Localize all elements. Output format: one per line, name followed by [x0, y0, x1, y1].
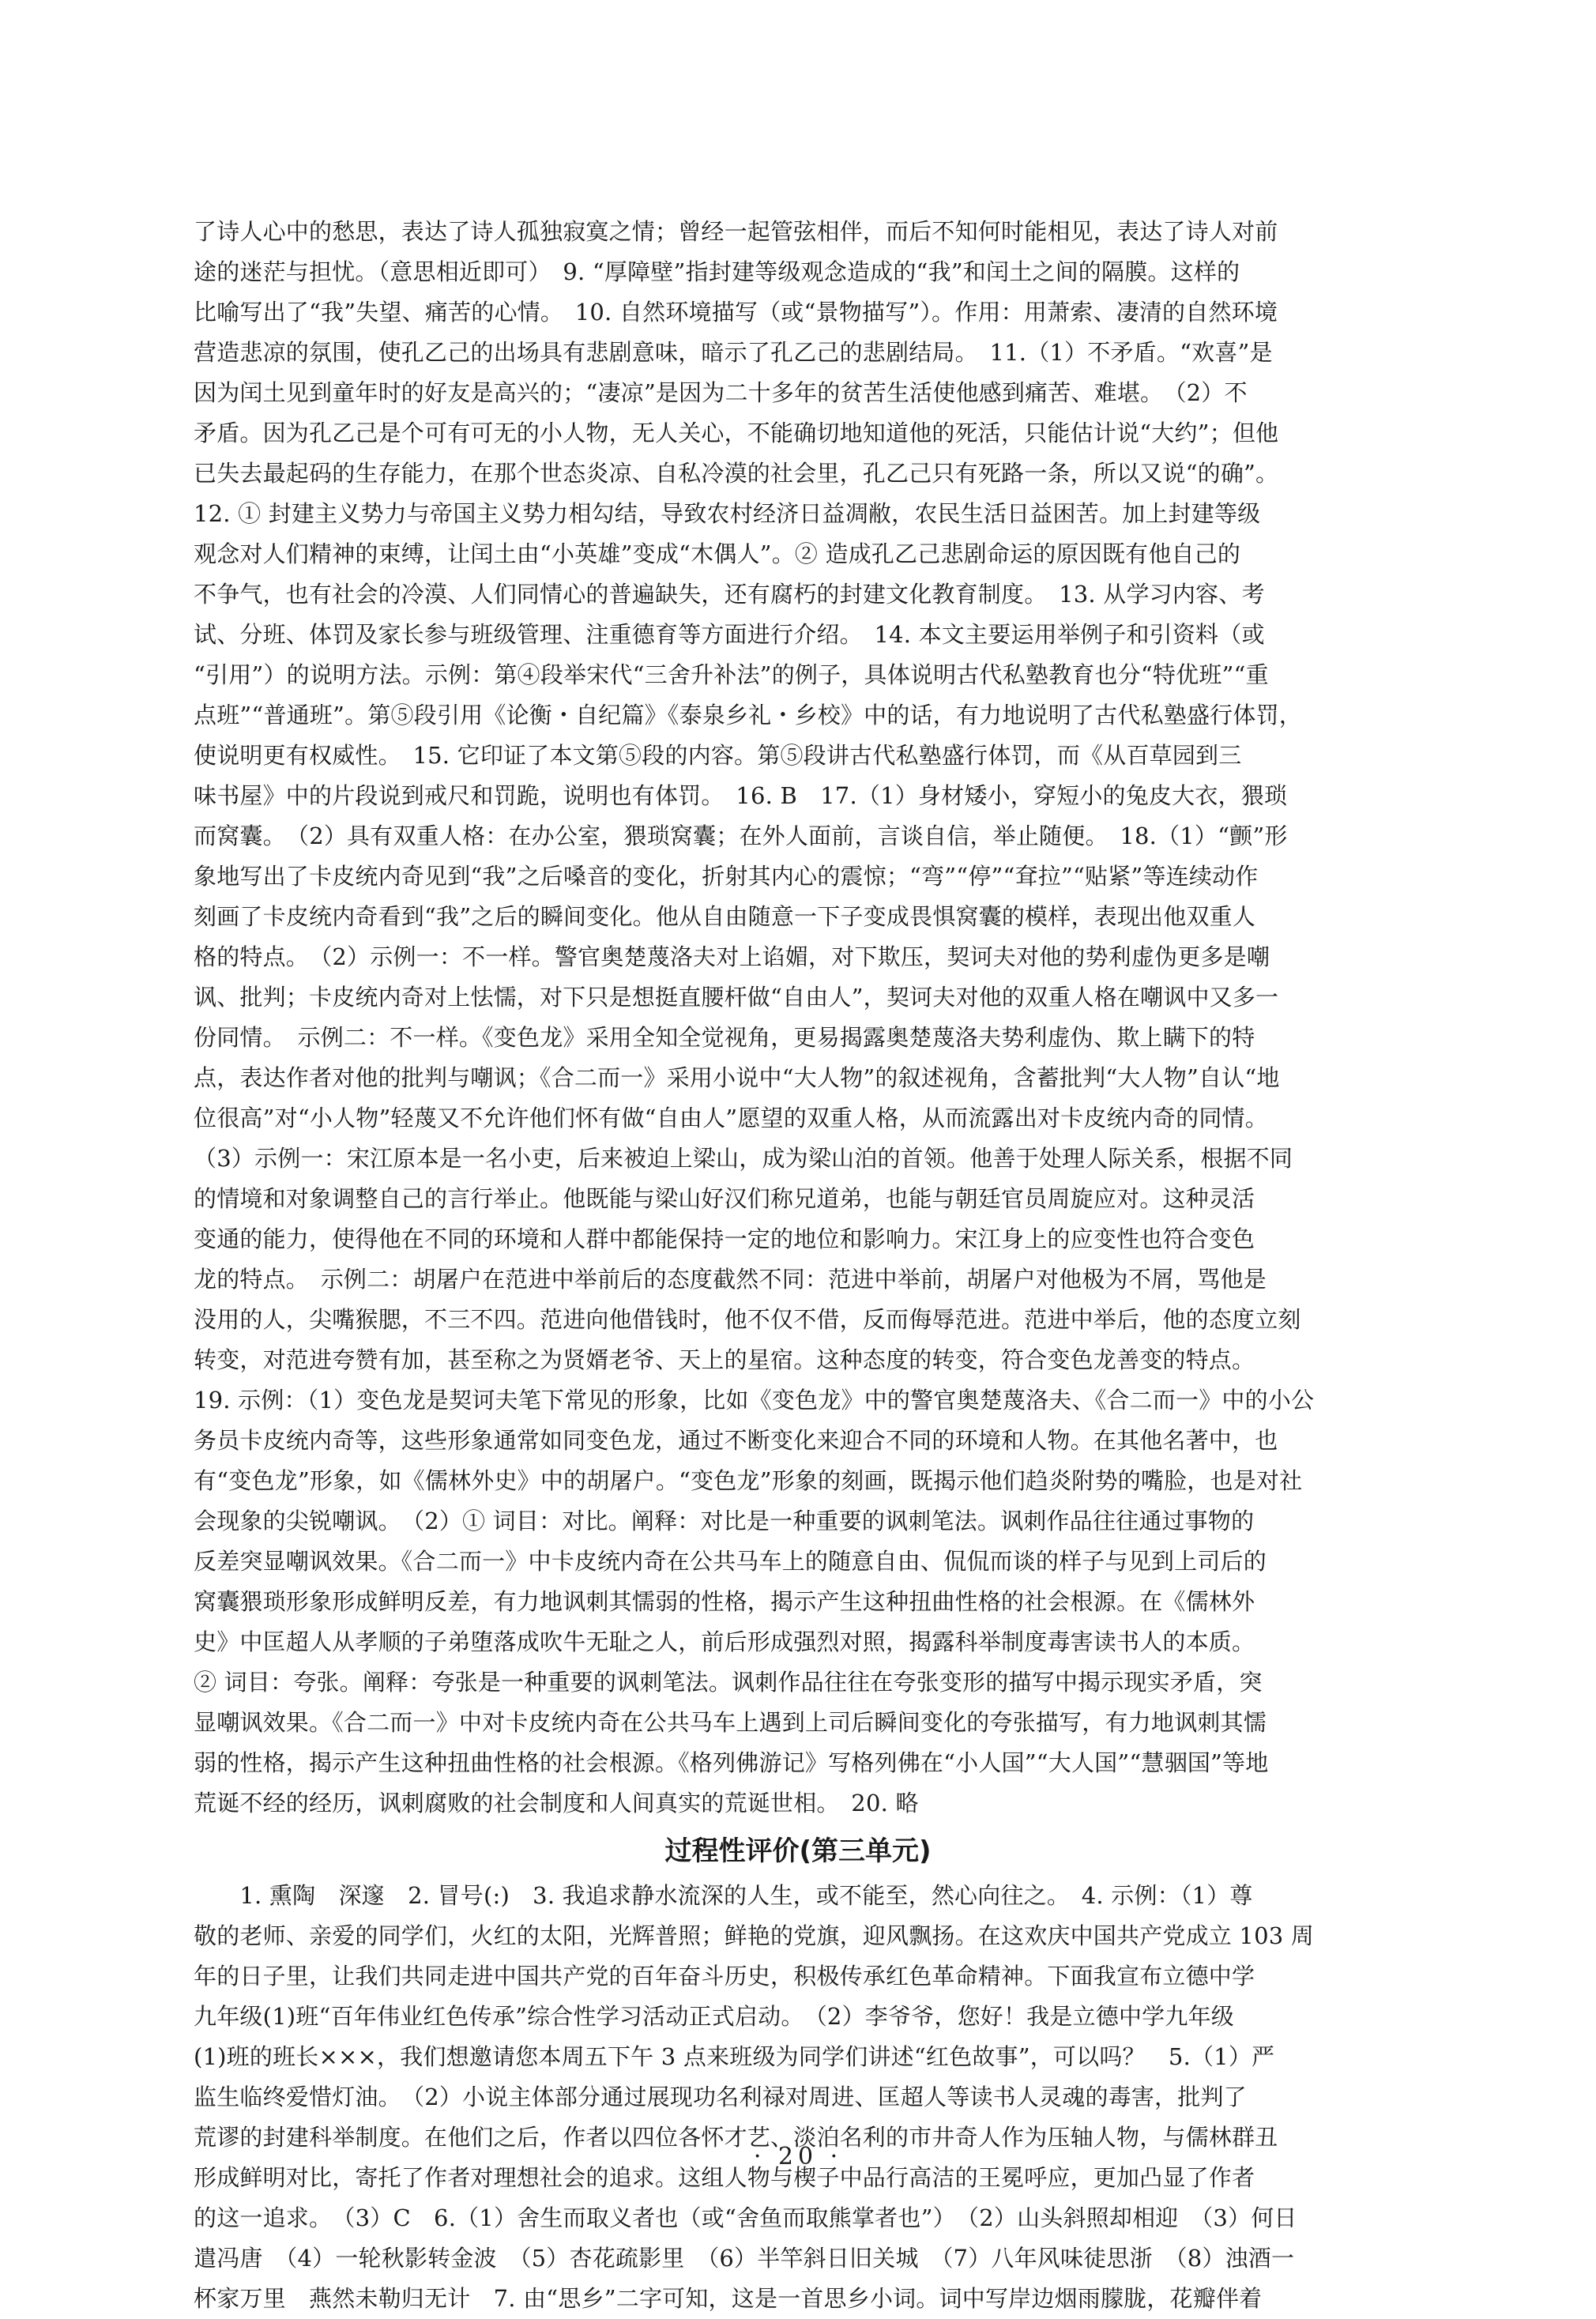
text-line: 转变，对范进夸赞有加，甚至称之为贤婿老爷、天上的星宿。这种态度的转变，符合变色龙善变的特点。 — [194, 1346, 1255, 1373]
text-line: 显嘲讽效果。《合二而一》中对卡皮统内奇在公共马车上遇到上司后瞬间变化的夸张描写，有力地讽刺其懦 — [194, 1709, 1267, 1736]
text-line: 反差突显嘲讽效果。《合二而一》中卡皮统内奇在公共马车上的随意自由、侃侃而谈的样子与见到上司后的 — [194, 1548, 1267, 1575]
text-line: 荒诞不经的经历，讽刺腐败的社会制度和人间真实的荒诞世相。 20. 略 — [194, 1790, 919, 1816]
section-title: 过程性评价(第三单元) — [664, 1835, 932, 1867]
text-line: 务员卡皮统内奇等，这些形象通常如同变色龙，通过不断变化来迎合不同的环境和人物。在其他名著中，也 — [194, 1427, 1278, 1454]
text-line: 讽、批判；卡皮统内奇对上怯懦，对下只是想挺直腰杆做“自由人”，契诃夫对他的双重人格在嘲讽中又多一 — [194, 984, 1279, 1011]
text-line: 形成鲜明对比，寄托了作者对理想社会的追求。这组人物与楔子中品行高洁的王冕呼应，更加凸显了作者 — [194, 2164, 1255, 2191]
text-line: 年的日子里，让我们共同走进中国共产党的百年奋斗历史，积极传承红色革命精神。下面我宣布立德中学 — [194, 1963, 1255, 1990]
text-line: 杯家万里 燕然未勒归无计 7. 由“思乡”二字可知，这是一首思乡小词。词中写岸边烟雨朦胧，花瓣伴着 — [194, 2285, 1263, 2312]
text-line: 刻画了卡皮统内奇看到“我”之后的瞬间变化。他从自由随意一下子变成畏惧窝囊的模样，表现出他双重人 — [194, 903, 1256, 930]
text-line: 已失去最起码的生存能力，在那个世态炎凉、自私冷漠的社会里，孔乙己只有死路一条，所以又说“的确”。 — [194, 460, 1279, 487]
text-line: 使说明更有权威性。 15. 它印证了本文第⑤段的内容。第⑤段讲古代私塾盛行体罚，而《从百草园到三 — [194, 742, 1242, 769]
text-line: 遣冯唐 （4）一轮秋影转金波 （5）杏花疏影里 （6）半竿斜日旧关城 （7）八年风味徒思浙 （8）浊酒一 — [194, 2245, 1295, 2272]
text-line: 九年级(1)班“百年伟业红色传承”综合性学习活动正式启动。 （2）李爷爷，您好！我是立德中学九年级 — [194, 2003, 1234, 2030]
text-line: 因为闰土见到童年时的好友是高兴的；“凄凉”是因为二十多年的贫苦生活使他感到痛苦、难堪。 （2）不 — [194, 379, 1248, 406]
text-line: 19. 示例：（1）变色龙是契诃夫笔下常见的形象，比如《变色龙》中的警官奥楚蔑洛夫、《合二而一》中的小公 — [194, 1387, 1315, 1414]
text-line: 敬的老师、亲爱的同学们，火红的太阳，光辉普照；鲜艳的党旗，迎风飘扬。在这欢庆中国共产党成立 103 周 — [194, 1922, 1314, 1949]
text-line: 份同情。 示例二：不一样。《变色龙》采用全知全觉视角，更易揭露奥楚蔑洛夫势利虚伪、欺上瞒下的特 — [194, 1024, 1255, 1051]
text-line: 象地写出了卡皮统内奇见到“我”之后嗓音的变化，折射其内心的震惊；“弯”“停”“耷拉”“贴紧”等连续动作 — [194, 863, 1259, 890]
text-line: 比喻写出了“我”失望、痛苦的心情。 10. 自然环境描写（或“景物描写”）。作用：用萧索、凄清的自然环境 — [194, 299, 1278, 326]
text-line: 的这一追求。 （3）C 6.（1）舍生而取义者也（或“舍鱼而取熊掌者也”） （2）山头斜照却相迎 （3）何日 — [194, 2204, 1297, 2231]
text-line: 不争气，也有社会的冷漠、人们同情心的普遍缺失，还有腐朽的封建文化教育制度。 13. 从学习内容、考 — [194, 581, 1265, 608]
text-line: 观念对人们精神的束缚，让闰土由“小英雄”变成“木偶人”。② 造成孔乙己悲剧命运的原因既有他自己的 — [194, 540, 1241, 567]
text-line: 龙的特点。 示例二：胡屠户在范进中举前后的态度截然不同：范进中举前，胡屠户对他极为不屑，骂他是 — [194, 1266, 1267, 1293]
answer-text-block-bottom — [194, 1876, 1402, 2319]
text-line: 弱的性格，揭示产生这种扭曲性格的社会根源。《格列佛游记》写格列佛在“小人国”“大人国”“慧骃国”等地 — [194, 1749, 1269, 1776]
text-line: 会现象的尖锐嘲讽。 （2）① 词目：对比。阐释：对比是一种重要的讽刺笔法。讽刺作品往往通过事物的 — [194, 1508, 1255, 1534]
text-line: 位很高”对“小人物”轻蔑又不允许他们怀有做“自由人”愿望的双重人格，从而流露出对卡皮统内奇的同情。 — [194, 1105, 1268, 1131]
text-line: 而窝囊。 （2）具有双重人格：在办公室，猥琐窝囊；在外人面前，言谈自信，举止随便。 18.（1）“颤”形 — [194, 823, 1288, 849]
text-line: 矛盾。因为孔乙己是个可有可无的小人物，无人关心，不能确切地知道他的死活，只能估计说“大约”；但他 — [194, 420, 1279, 446]
text-line: 没用的人，尖嘴猴腮，不三不四。范进向他借钱时，他不仅不借，反而侮辱范进。范进中举后，他的态度立刻 — [194, 1306, 1301, 1333]
text-line: 了诗人心中的愁思，表达了诗人孤独寂寞之情；曾经一起管弦相伴，而后不知何时能相见，表达了诗人对前 — [194, 218, 1278, 245]
text-line: 点，表达作者对他的批判与嘲讽；《合二而一》采用小说中“大人物”的叙述视角，含蓄批判“大人物”自认“地 — [194, 1064, 1280, 1091]
text-line: ② 词目：夸张。阐释：夸张是一种重要的讽刺笔法。讽刺作品往往在夸张变形的描写中揭示现实矛盾，突 — [194, 1669, 1263, 1696]
text-line: 点班”“普通班”。第⑤段引用《论衡・自纪篇》《泰泉乡礼・乡校》中的话，有力地说明了古代私塾盛行体罚， — [194, 702, 1302, 728]
text-line: （3）示例一：宋江原本是一名小吏，后来被迫上梁山，成为梁山泊的首领。他善于处理人际关系，根据不同 — [194, 1145, 1293, 1172]
text-line: 12. ① 封建主义势力与帝国主义势力相勾结，导致农村经济日益凋敝，农民生活日益困苦。加上封建等级 — [194, 500, 1261, 527]
answer-page — [194, 212, 1402, 2319]
text-line: 有“变色龙”形象，如《儒林外史》中的胡屠户。“变色龙”形象的刻画，既揭示他们趋炎附势的嘴脸，也是对社 — [194, 1467, 1303, 1494]
text-line: 荒谬的封建科举制度。在他们之后，作者以四位各怀才艺、淡泊名利的市井奇人作为压轴人物，与儒林群丑 — [194, 2124, 1278, 2151]
text-line: 营造悲凉的氛围，使孔乙己的出场具有悲剧意味，暗示了孔乙己的悲剧结局。 11.（1）不矛盾。“欢喜”是 — [194, 339, 1273, 366]
page-number: · 20 · — [753, 2143, 843, 2170]
text-line: 途的迷茫与担忧。（意思相近即可） 9. “厚障壁”指封建等级观念造成的“我”和闰土之间的隔膜。这样的 — [194, 258, 1240, 285]
text-line: 格的特点。 （2）示例一：不一样。警官奥楚蔑洛夫对上谄媚，对下欺压，契诃夫对他的势利虚伪更多是嘲 — [194, 943, 1270, 970]
answer-text-block-top — [194, 212, 1402, 1824]
text-line: 史》中匡超人从孝顺的子弟堕落成吹牛无耻之人，前后形成强烈对照，揭露科举制度毒害读书人的本质。 — [194, 1628, 1255, 1655]
text-line: 1. 熏陶 深邃 2. 冒号(:) 3. 我追求静水流深的人生，或不能至，然心向往之。 4. 示例：（1）尊 — [194, 1882, 1253, 1909]
text-line: 监生临终爱惜灯油。 （2）小说主体部分通过展现功名利禄对周进、匡超人等读书人灵魂的毒害，批判了 — [194, 2084, 1247, 2110]
text-line: 的情境和对象调整自己的言行举止。他既能与梁山好汉们称兄道弟，也能与朝廷官员周旋应对。这种灵活 — [194, 1185, 1255, 1212]
text-line: 变通的能力，使得他在不同的环境和人群中都能保持一定的地位和影响力。宋江身上的应变性也符合变色 — [194, 1225, 1255, 1252]
text-line: 窝囊猥琐形象形成鲜明反差，有力地讽刺其懦弱的性格，揭示产生这种扭曲性格的社会根源。在《儒林外 — [194, 1588, 1255, 1615]
text-line: 试、分班、体罚及家长参与班级管理、注重德育等方面进行介绍。 14. 本文主要运用举例子和引资料（或 — [194, 621, 1265, 648]
text-line: “引用”）的说明方法。示例：第④段举宋代“三舍升补法”的例子，具体说明古代私塾教育也分“特优班”“重 — [194, 661, 1269, 688]
text-line: (1)班的班长×××，我们想邀请您本周五下午 3 点来班级为同学们讲述“红色故事”，可以吗？ 5.（1）严 — [194, 2043, 1275, 2070]
text-line: 味书屋》中的片段说到戒尺和罚跪，说明也有体罚。 16. B 17.（1）身材矮小，穿短小的兔皮大衣，猥琐 — [194, 782, 1288, 809]
